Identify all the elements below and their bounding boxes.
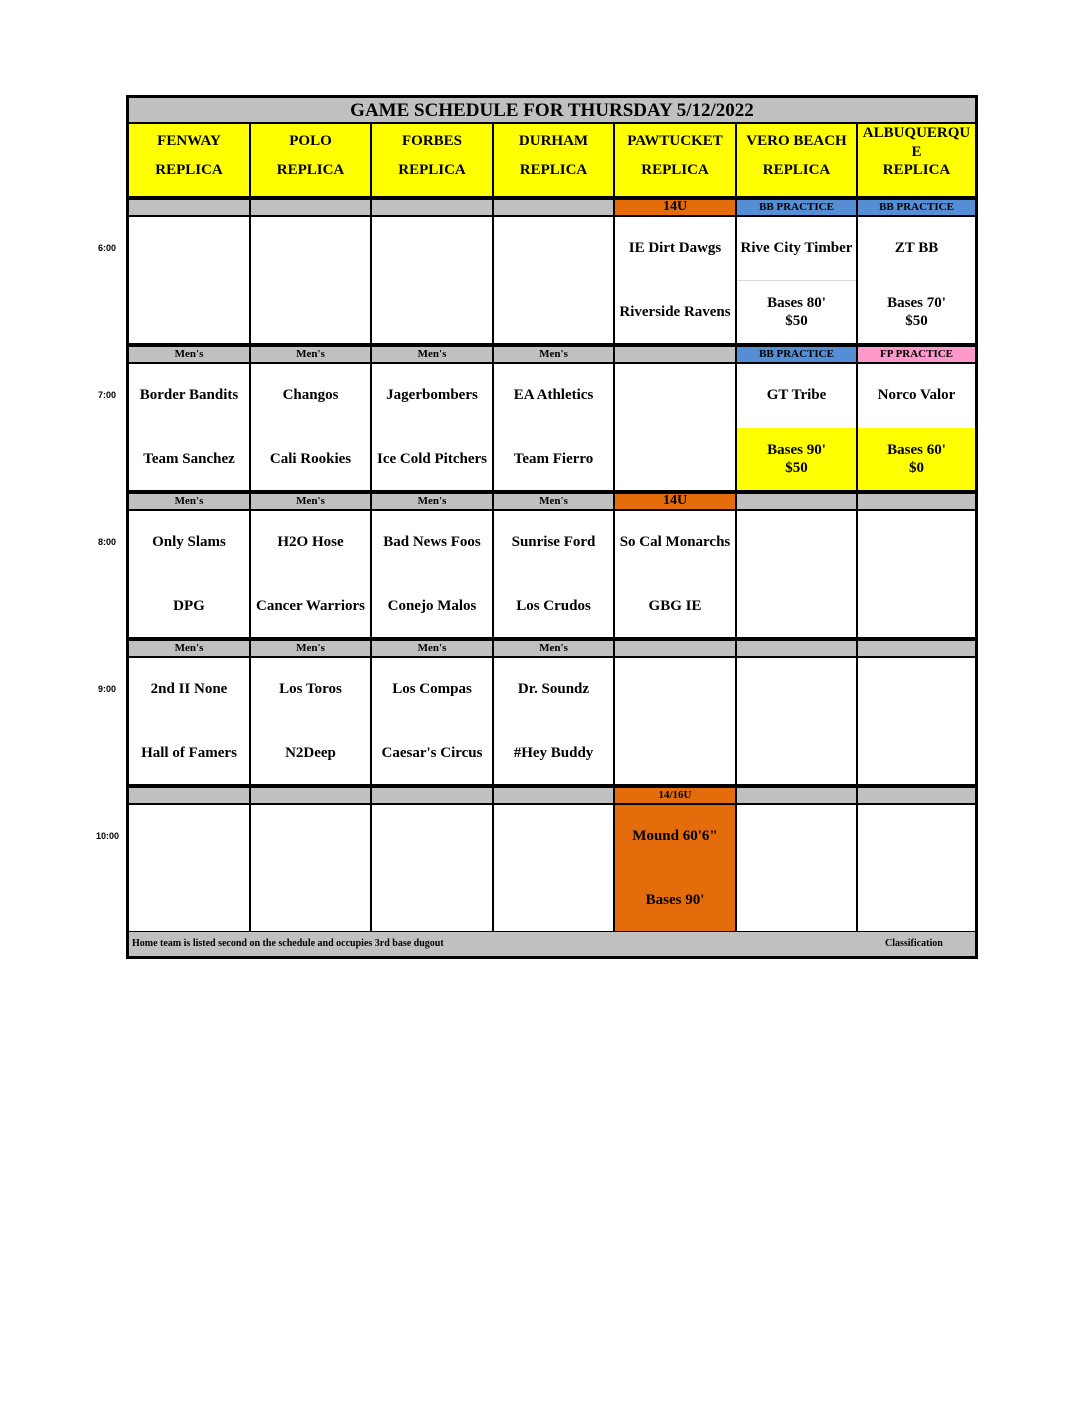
division-label: Men's [494,345,615,364]
away-team: IE Dirt Dawgs [628,240,722,256]
division-label [129,198,251,217]
footer-bar [129,932,975,956]
field-header-forbes [372,124,494,198]
game-cell [737,805,858,933]
field-header-pawtucket [615,124,737,198]
away-team: 2nd II None [150,681,228,697]
field-type: REPLICA [882,162,951,178]
division-label [615,345,737,364]
game-cell [858,805,975,933]
game-cell [615,658,737,786]
division-label: Men's [129,639,251,658]
division-label [251,786,372,805]
home-team: Los Crudos [516,598,591,614]
time-label-9: 9:00 [98,684,117,694]
field-type: REPLICA [276,162,345,178]
home-team: Hall of Famers [141,745,237,761]
footer-classification: Classification [885,938,943,949]
home-team: Conejo Malos [387,598,477,614]
field-name: ALBUQUERQU E [862,125,971,160]
game-cell [129,364,251,492]
game-cell [372,511,494,639]
field-name: POLO [289,133,332,149]
division-label [494,786,615,805]
cell-divider [737,280,856,281]
field-name: DURHAM [518,133,589,149]
division-label: BB PRACTICE [737,345,858,364]
fee-text: $0 [909,460,924,476]
away-team: GT Tribe [766,387,827,403]
division-label [858,639,975,658]
division-label [858,786,975,805]
game-cell [251,364,372,492]
division-label [251,198,372,217]
away-team: Changos [282,387,339,403]
division-label: 14/16U [615,786,737,805]
division-label: Men's [129,345,251,364]
away-team: Jagerbombers [386,387,478,403]
field-name: PAWTUCKET [627,133,723,149]
field-type: REPLICA [155,162,223,178]
time-label-7: 7:00 [98,390,117,400]
game-cell [615,805,737,933]
home-team: Team Sanchez [143,451,235,467]
home-team: GBG IE [648,598,702,614]
division-label [494,198,615,217]
away-team: EA Athletics [513,387,594,403]
game-cell [372,364,494,492]
game-cell [129,217,251,345]
away-team: Dr. Soundz [517,681,590,697]
division-label: 14U [615,198,737,217]
home-team: N2Deep [285,745,336,761]
game-cell [129,511,251,639]
game-cell [858,658,975,786]
away-team: H2O Hose [277,534,344,550]
game-cell [494,364,615,492]
division-label: Men's [372,639,494,658]
division-label: Men's [494,492,615,511]
division-label [129,786,251,805]
division-label: Men's [372,492,494,511]
game-cell [251,217,372,345]
field-header-polo [251,124,372,198]
away-team: Mound 60'6" [632,828,718,844]
home-team: Bases 90' [767,442,826,458]
home-team: Bases 70' [887,295,946,311]
game-cell [372,658,494,786]
home-team: Bases 80' [767,295,826,311]
game-cell [494,217,615,345]
away-team: So Cal Monarchs [619,534,731,550]
game-cell [372,805,494,933]
division-label [615,639,737,658]
home-team: Bases 90' [645,892,705,908]
division-label [372,198,494,217]
game-cell [494,511,615,639]
schedule-title: GAME SCHEDULE FOR THURSDAY 5/12/2022 [129,98,975,124]
fee-text: $50 [905,313,928,329]
time-label-6: 6:00 [98,243,117,253]
game-cell [129,658,251,786]
division-label: Men's [251,345,372,364]
away-team: Sunrise Ford [511,534,596,550]
game-cell [251,805,372,933]
division-label: Men's [372,345,494,364]
game-cell [737,511,858,639]
game-cell [615,511,737,639]
division-label [737,639,858,658]
field-type: REPLICA [519,162,588,178]
game-cell [858,217,975,345]
field-name: FENWAY [157,133,221,149]
field-type: REPLICA [641,162,709,178]
time-label-8: 8:00 [98,537,117,547]
home-team: Ice Cold Pitchers [377,451,487,467]
game-cell [129,805,251,933]
division-label: BB PRACTICE [737,198,858,217]
fee-text: $50 [785,460,808,476]
home-team: Team Fierro [513,451,594,467]
field-header-durham [494,124,615,198]
home-team: DPG [173,598,205,614]
away-team: Norco Valor [877,387,956,403]
fee-text: $50 [785,313,808,329]
division-label: Men's [251,639,372,658]
game-cell [858,364,975,492]
away-team: Los Compas [392,681,472,697]
field-header-fenway [129,124,251,198]
game-cell [737,658,858,786]
game-cell [494,805,615,933]
footer-note: Home team is listed second on the schedule and occupies 3rd base dugout [132,938,444,949]
away-team: Los Toros [279,681,342,697]
division-label: Men's [251,492,372,511]
game-cell [737,217,858,345]
game-cell [858,511,975,639]
home-team: Caesar's Circus [381,745,483,761]
home-team: Riverside Ravens [619,304,731,320]
division-label: BB PRACTICE [858,198,975,217]
home-team: Cali Rookies [269,451,352,467]
field-name: VERO BEACH [746,133,847,149]
division-label: FP PRACTICE [858,345,975,364]
away-team: Only Slams [152,534,226,550]
division-label: Men's [129,492,251,511]
home-team: Cancer Warriors [255,598,365,614]
division-label [737,492,858,511]
schedule-sheet [126,95,978,959]
away-team: Rive City Timber [740,240,853,256]
game-cell [251,511,372,639]
game-cell [615,364,737,492]
field-name: FORBES [401,133,462,149]
division-label [372,786,494,805]
field-header-albuquerque [858,124,975,198]
game-cell [615,217,737,345]
division-label [858,492,975,511]
field-type: REPLICA [398,162,466,178]
away-team: Bad News Foos [383,534,481,550]
time-label-10: 10:00 [96,831,120,841]
away-team: ZT BB [894,240,939,256]
game-cell [737,364,858,492]
game-cell [372,217,494,345]
field-header-vero-beach [737,124,858,198]
home-team: #Hey Buddy [513,745,594,761]
game-cell [494,658,615,786]
division-label [737,786,858,805]
game-cell [251,658,372,786]
division-label: 14U [615,492,737,511]
away-team: Border Bandits [139,387,239,403]
division-label: Men's [494,639,615,658]
field-type: REPLICA [762,162,831,178]
home-team: Bases 60' [887,442,946,458]
